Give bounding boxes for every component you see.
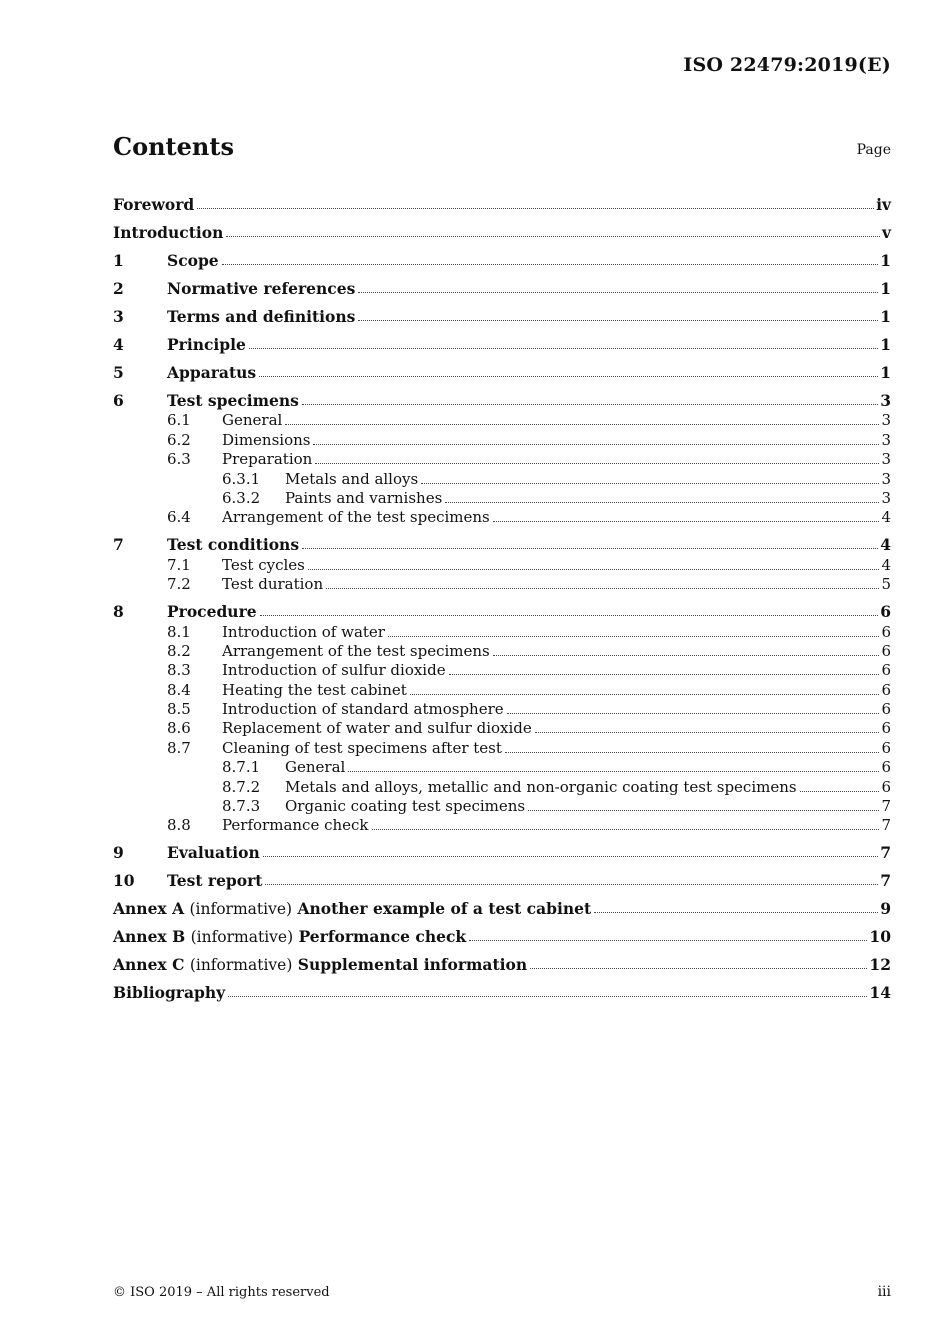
dot-leader: [302, 403, 878, 405]
toc-entry-page: 3: [881, 411, 891, 430]
dot-leader: [358, 319, 878, 321]
toc-entry-number: 1: [113, 251, 124, 270]
toc-entry-title: Metals and alloys: [285, 469, 419, 488]
toc-entry-terms-and-definitions[interactable]: [113, 298, 891, 326]
toc-entry-title: General: [222, 411, 283, 430]
toc-entry-title: Evaluation: [167, 843, 260, 863]
toc-entry-number: 8.6: [167, 719, 191, 738]
toc-entry-number: 8.7.3: [222, 797, 261, 816]
toc-entry-number: 8.7.1: [222, 758, 261, 777]
toc-entry-page: 12: [869, 955, 891, 975]
toc-entry-number: 8.7: [167, 738, 191, 757]
toc-entry-annex-a[interactable]: [113, 890, 891, 918]
toc-entry-page: 4: [881, 555, 891, 574]
dot-leader: [285, 423, 879, 425]
toc-entry-title: Test duration: [222, 575, 324, 594]
toc-entry-introduction[interactable]: [113, 214, 891, 242]
toc-entry-title: Introduction of water: [222, 622, 385, 641]
dot-leader: [313, 443, 879, 445]
toc-entry-page: 14: [869, 983, 891, 1003]
toc-entry-number: 2: [113, 279, 124, 298]
dot-leader: [326, 587, 879, 589]
dot-leader: [469, 939, 867, 941]
dot-leader: [302, 547, 878, 549]
toc-entry-6-2[interactable]: [113, 429, 891, 448]
dot-leader: [265, 883, 878, 885]
annex-label: Annex C: [113, 955, 185, 975]
toc-entry-title: Introduction of sulfur dioxide: [222, 661, 446, 680]
toc-entry-8-3[interactable]: [113, 660, 891, 679]
annex-title: Performance check: [298, 927, 467, 947]
toc-entry-8-7-2[interactable]: [113, 776, 891, 795]
toc-entry-6-4[interactable]: [113, 507, 891, 526]
toc-entry-6-3[interactable]: [113, 449, 891, 468]
toc-entry-number: 10: [113, 871, 135, 891]
toc-entry-title: Introduction: [113, 223, 224, 242]
page-title: Contents: [113, 132, 234, 161]
toc-entry-8-1[interactable]: [113, 621, 891, 640]
toc-entry-number: 8.3: [167, 661, 191, 680]
toc-entry-number: 4: [113, 335, 124, 354]
toc-entry-8-6[interactable]: [113, 718, 891, 737]
dot-leader: [445, 501, 879, 503]
toc-entry-title: Preparation: [222, 450, 313, 469]
toc-entry-page: iv: [876, 195, 891, 214]
toc-entry-6-3-1[interactable]: [113, 468, 891, 487]
dot-leader: [308, 568, 880, 570]
dot-leader: [535, 731, 880, 733]
toc-entry-number: 8.7.2: [222, 777, 261, 796]
dot-leader: [388, 635, 879, 637]
toc-entry-title: [113, 899, 591, 918]
dot-leader: [800, 790, 880, 792]
toc-entry-page: 1: [880, 307, 891, 326]
toc-entry-page: 7: [880, 871, 891, 891]
toc-entry-bibliography[interactable]: [113, 974, 891, 1002]
toc-entry-page: 3: [881, 430, 891, 449]
toc-entry-title: Terms and definitions: [167, 307, 356, 326]
dot-leader: [410, 693, 880, 695]
toc-entry-title: General: [285, 758, 346, 777]
toc-entry-page: 1: [880, 279, 891, 298]
toc-entry-evaluation[interactable]: [113, 834, 891, 862]
dot-leader: [315, 462, 879, 464]
toc-entry-number: 3: [113, 307, 124, 326]
toc-entry-page: 6: [881, 758, 891, 777]
toc-entry-page: 7: [880, 843, 891, 863]
toc-entry-title: Scope: [167, 251, 219, 270]
toc-entry-7-1[interactable]: [113, 554, 891, 573]
toc-entry-number: 6.4: [167, 508, 191, 527]
toc-entry-page: 9: [880, 899, 891, 919]
toc-entry-title: Test conditions: [167, 535, 300, 555]
toc-entry-page: 6: [881, 661, 891, 680]
dot-leader: [222, 263, 879, 265]
toc-entry-page: 3: [881, 469, 891, 488]
toc-entry-title: Performance check: [222, 816, 369, 835]
toc-entry-page: 6: [881, 738, 891, 757]
annex-type: (informative): [190, 928, 294, 947]
toc-entry-title: Cleaning of test specimens after test: [222, 738, 502, 757]
toc-entry-title: Procedure: [167, 602, 257, 622]
annex-label: Annex A: [113, 899, 185, 919]
dot-leader: [493, 520, 880, 522]
toc-entry-title: Arrangement of the test specimens: [222, 641, 490, 660]
toc-entry-8-5[interactable]: [113, 699, 891, 718]
toc-entry-page: 5: [881, 575, 891, 594]
toc-entry-test-specimens[interactable]: [113, 382, 891, 410]
toc-entry-page: 6: [881, 777, 891, 796]
toc-entry-number: 9: [113, 843, 124, 863]
toc-entry-page: 4: [881, 508, 891, 527]
toc-entry-title: Test cycles: [222, 555, 305, 574]
toc-entry-title: Heating the test cabinet: [222, 680, 407, 699]
toc-entry-apparatus[interactable]: [113, 354, 891, 382]
toc-entry-page: 6: [881, 719, 891, 738]
toc-entry-page: v: [881, 223, 891, 242]
toc-entry-title: Arrangement of the test specimens: [222, 508, 490, 527]
toc-entry-number: 8.2: [167, 641, 191, 660]
toc-entry-number: 8.4: [167, 680, 191, 699]
toc-entry-page: 7: [881, 816, 891, 835]
toc-entry-annex-c[interactable]: [113, 946, 891, 974]
toc-entry-title: Normative references: [167, 279, 356, 298]
toc-entry-test-conditions[interactable]: [113, 526, 891, 554]
toc-entry-8-7-1[interactable]: [113, 757, 891, 776]
page-column-label: Page: [856, 142, 891, 158]
toc-entry-page: 1: [880, 251, 891, 270]
dot-leader: [505, 751, 880, 753]
toc-entry-title: Foreword: [113, 195, 195, 214]
dot-leader: [530, 967, 867, 969]
toc-entry-title: Paints and varnishes: [285, 488, 443, 507]
annex-title: Supplemental information: [297, 955, 528, 975]
dot-leader: [449, 673, 880, 675]
dot-leader: [421, 482, 879, 484]
toc-entry-8-8[interactable]: [113, 815, 891, 834]
toc-entry-title: [113, 955, 527, 974]
toc-entry-number: 6: [113, 391, 124, 410]
toc-entry-8-2[interactable]: [113, 641, 891, 660]
dot-leader: [197, 207, 874, 209]
toc-entry-number: 8.5: [167, 700, 191, 719]
toc-entry-number: 7.2: [167, 575, 191, 594]
toc-entry-number: 5: [113, 363, 124, 382]
toc-entry-title: Organic coating test specimens: [285, 797, 526, 816]
toc-entry-title: Test specimens: [167, 391, 299, 410]
dot-leader: [260, 614, 879, 616]
toc-entry-page: 6: [881, 641, 891, 660]
toc-entry-title: Metals and alloys, metallic and non-organic coating test specimens: [285, 777, 797, 796]
toc-entry-title: [113, 927, 466, 946]
toc-entry-number: 8.8: [167, 816, 191, 835]
toc-entry-8-7-3[interactable]: [113, 796, 891, 815]
dot-leader: [358, 291, 878, 293]
toc-entry-title: Dimensions: [222, 430, 311, 449]
toc-entry-number: 6.2: [167, 430, 191, 449]
dot-leader: [226, 235, 880, 237]
dot-leader: [493, 654, 880, 656]
dot-leader: [507, 712, 880, 714]
toc-entry-normative-references[interactable]: [113, 270, 891, 298]
toc-entry-title: Principle: [167, 335, 246, 354]
annex-type: (informative): [189, 900, 293, 919]
toc-entry-page: 10: [869, 927, 891, 947]
toc-entry-title: Bibliography: [113, 983, 226, 1003]
annex-type: (informative): [189, 956, 293, 975]
copyright-notice: © ISO 2019 – All rights reserved: [113, 1285, 330, 1300]
toc-entry-number: 8: [113, 602, 124, 622]
toc-entry-number: 6.3.1: [222, 469, 261, 488]
annex-title: Another example of a test cabinet: [297, 899, 592, 919]
toc-entry-principle[interactable]: [113, 326, 891, 354]
toc-entry-number: 7.1: [167, 555, 191, 574]
toc-entry-annex-b[interactable]: [113, 918, 891, 946]
toc-entry-number: 6.1: [167, 411, 191, 430]
dot-leader: [372, 828, 880, 830]
toc-entry-6-1[interactable]: [113, 410, 891, 429]
toc-entry-page: 4: [880, 535, 891, 555]
document-id: ISO 22479:2019(E): [683, 54, 891, 76]
toc-entry-page: 6: [880, 602, 891, 622]
page-number: iii: [877, 1284, 891, 1300]
dot-leader: [528, 809, 879, 811]
toc-entry-number: 8.1: [167, 622, 191, 641]
toc-entry-title: Introduction of standard atmosphere: [222, 700, 504, 719]
toc-entry-number: 6.3: [167, 450, 191, 469]
dot-leader: [259, 375, 878, 377]
toc-entry-title: Replacement of water and sulfur dioxide: [222, 719, 532, 738]
toc-entry-6-3-2[interactable]: [113, 488, 891, 507]
annex-label: Annex B: [113, 927, 186, 947]
dot-leader: [594, 911, 878, 913]
toc-entry-number: 6.3.2: [222, 488, 261, 507]
toc-entry-page: 7: [881, 797, 891, 816]
toc-entry-page: 3: [880, 391, 891, 410]
toc-entry-page: 1: [880, 363, 891, 382]
toc-entry-page: 3: [881, 450, 891, 469]
toc-entry-8-7[interactable]: [113, 737, 891, 756]
toc-entry-page: 3: [881, 488, 891, 507]
toc-entry-7-2[interactable]: [113, 574, 891, 593]
toc-entry-page: 6: [881, 700, 891, 719]
toc-entry-scope[interactable]: [113, 242, 891, 270]
toc-entry-number: 7: [113, 535, 124, 555]
dot-leader: [263, 855, 878, 857]
dot-leader: [249, 347, 878, 349]
dot-leader: [348, 770, 879, 772]
dot-leader: [228, 995, 867, 997]
toc-entry-page: 6: [881, 622, 891, 641]
toc-entry-title: Test report: [167, 871, 263, 891]
table-of-contents: [113, 186, 891, 1002]
toc-entry-procedure[interactable]: [113, 593, 891, 621]
toc-entry-8-4[interactable]: [113, 679, 891, 698]
toc-entry-foreword[interactable]: [113, 186, 891, 214]
toc-entry-page: 6: [881, 680, 891, 699]
toc-entry-title: Apparatus: [167, 363, 257, 382]
toc-entry-test-report[interactable]: [113, 862, 891, 890]
toc-entry-page: 1: [880, 335, 891, 354]
